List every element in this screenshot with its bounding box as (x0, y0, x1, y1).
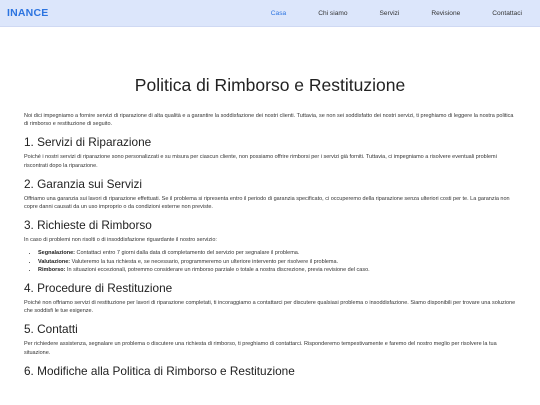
section-4-heading: 4. Procedure di Restituzione (24, 281, 173, 296)
list-item (38, 258, 516, 266)
main-nav (239, 10, 522, 17)
section-1-heading: 1. Servizi di Riparazione (24, 135, 152, 150)
section-3-text: In caso di problemi non risolti o di insoddisfazione riguardante il nostro servizio: (24, 237, 217, 244)
nav-link-contattaci[interactable]: Contattaci (492, 9, 522, 17)
section-6-heading: 6. Modifiche alla Politica di Rimborso e Restituzione (24, 363, 295, 378)
brand-logo[interactable]: INANCE (7, 7, 49, 19)
section-4-text: Poiché non offriamo servizi di restituzione per lavori di riparazione completati, ti incoraggiamo a contattarci per discutere qualsiasi problema o insoddisfazione. Siamo disponibili per trovare una soluzione che soddisfi le tue esigenze. (24, 300, 516, 315)
nav-link-chi-siamo[interactable]: Chi siamo (318, 9, 348, 17)
page-title: Politica di Rimborso e Restituzione (134, 75, 406, 95)
section-1-text: Poiché i nostri servizi di riparazione sono personalizzati e su misura per ciascun cliente, non possiamo offrire rimborsi per i servizi già forniti. Tuttavia, ci impegniamo a risolvere eventuali problemi riscontrati dopo la riparazione. (24, 154, 497, 169)
section-3-heading: 3. Richieste di Rimborso (24, 218, 152, 233)
list-item-text: Contattaci entro 7 giorni dalla data di completamento del servizio per segnalare il problema. (74, 250, 300, 257)
list-item-label: Rimborso: (38, 266, 66, 273)
nav-link-revisione[interactable]: Revisione (431, 9, 461, 17)
list-item-text: In situazioni eccezionali, potremmo considerare un rimborso parziale o totale a nostra discrezione, previa revisione del caso. (65, 266, 370, 273)
section-2-text: Offriamo una garanzia sui lavori di riparazione effettuati. Se il problema si ripresenta entro il periodo di garanzia specificato, ci occuperemo della riparazione senza ulteriori costi per te. La garanzia non copre danni causati da un uso improprio o da condizioni esterne non previste. (24, 195, 510, 211)
nav-link-servizi[interactable]: Servizi (379, 9, 400, 17)
list-item-label: Segnalazione: (38, 250, 75, 257)
list-item-label: Valutazione: (38, 258, 71, 265)
top-navbar (0, 0, 540, 27)
policy-content (0, 75, 540, 378)
nav-link-casa[interactable]: Casa (270, 9, 287, 17)
section-5-heading: 5. Contatti (24, 322, 78, 337)
intro-paragraph: Noi dici impegniamo a fornire servizi di riparazione di alta qualità e a garantire la soddisfazione dei nostri clienti. Tuttavia, se non sei soddisfatto dei nostri servizi, ti preghiamo di leggere la nostra politica di rimborso e restituzione di seguito. (24, 113, 514, 128)
list-item (38, 266, 516, 274)
refund-steps-list (24, 249, 516, 274)
section-5-text: Per richiedere assistenza, segnalare un problema o discutere una richiesta di rimborso, ti preghiamo di contattarci. Risponderemo tempestivamente e faremo del nostro meglio per risolvere la tua situazione. (24, 341, 497, 356)
list-item (38, 249, 516, 257)
list-item-text: Valuteremo la tua richiesta e, se necessario, programmeremo un ulteriore intervento per risolvere il problema. (70, 258, 339, 265)
section-2-heading: 2. Garanzia sui Servizi (24, 176, 143, 191)
